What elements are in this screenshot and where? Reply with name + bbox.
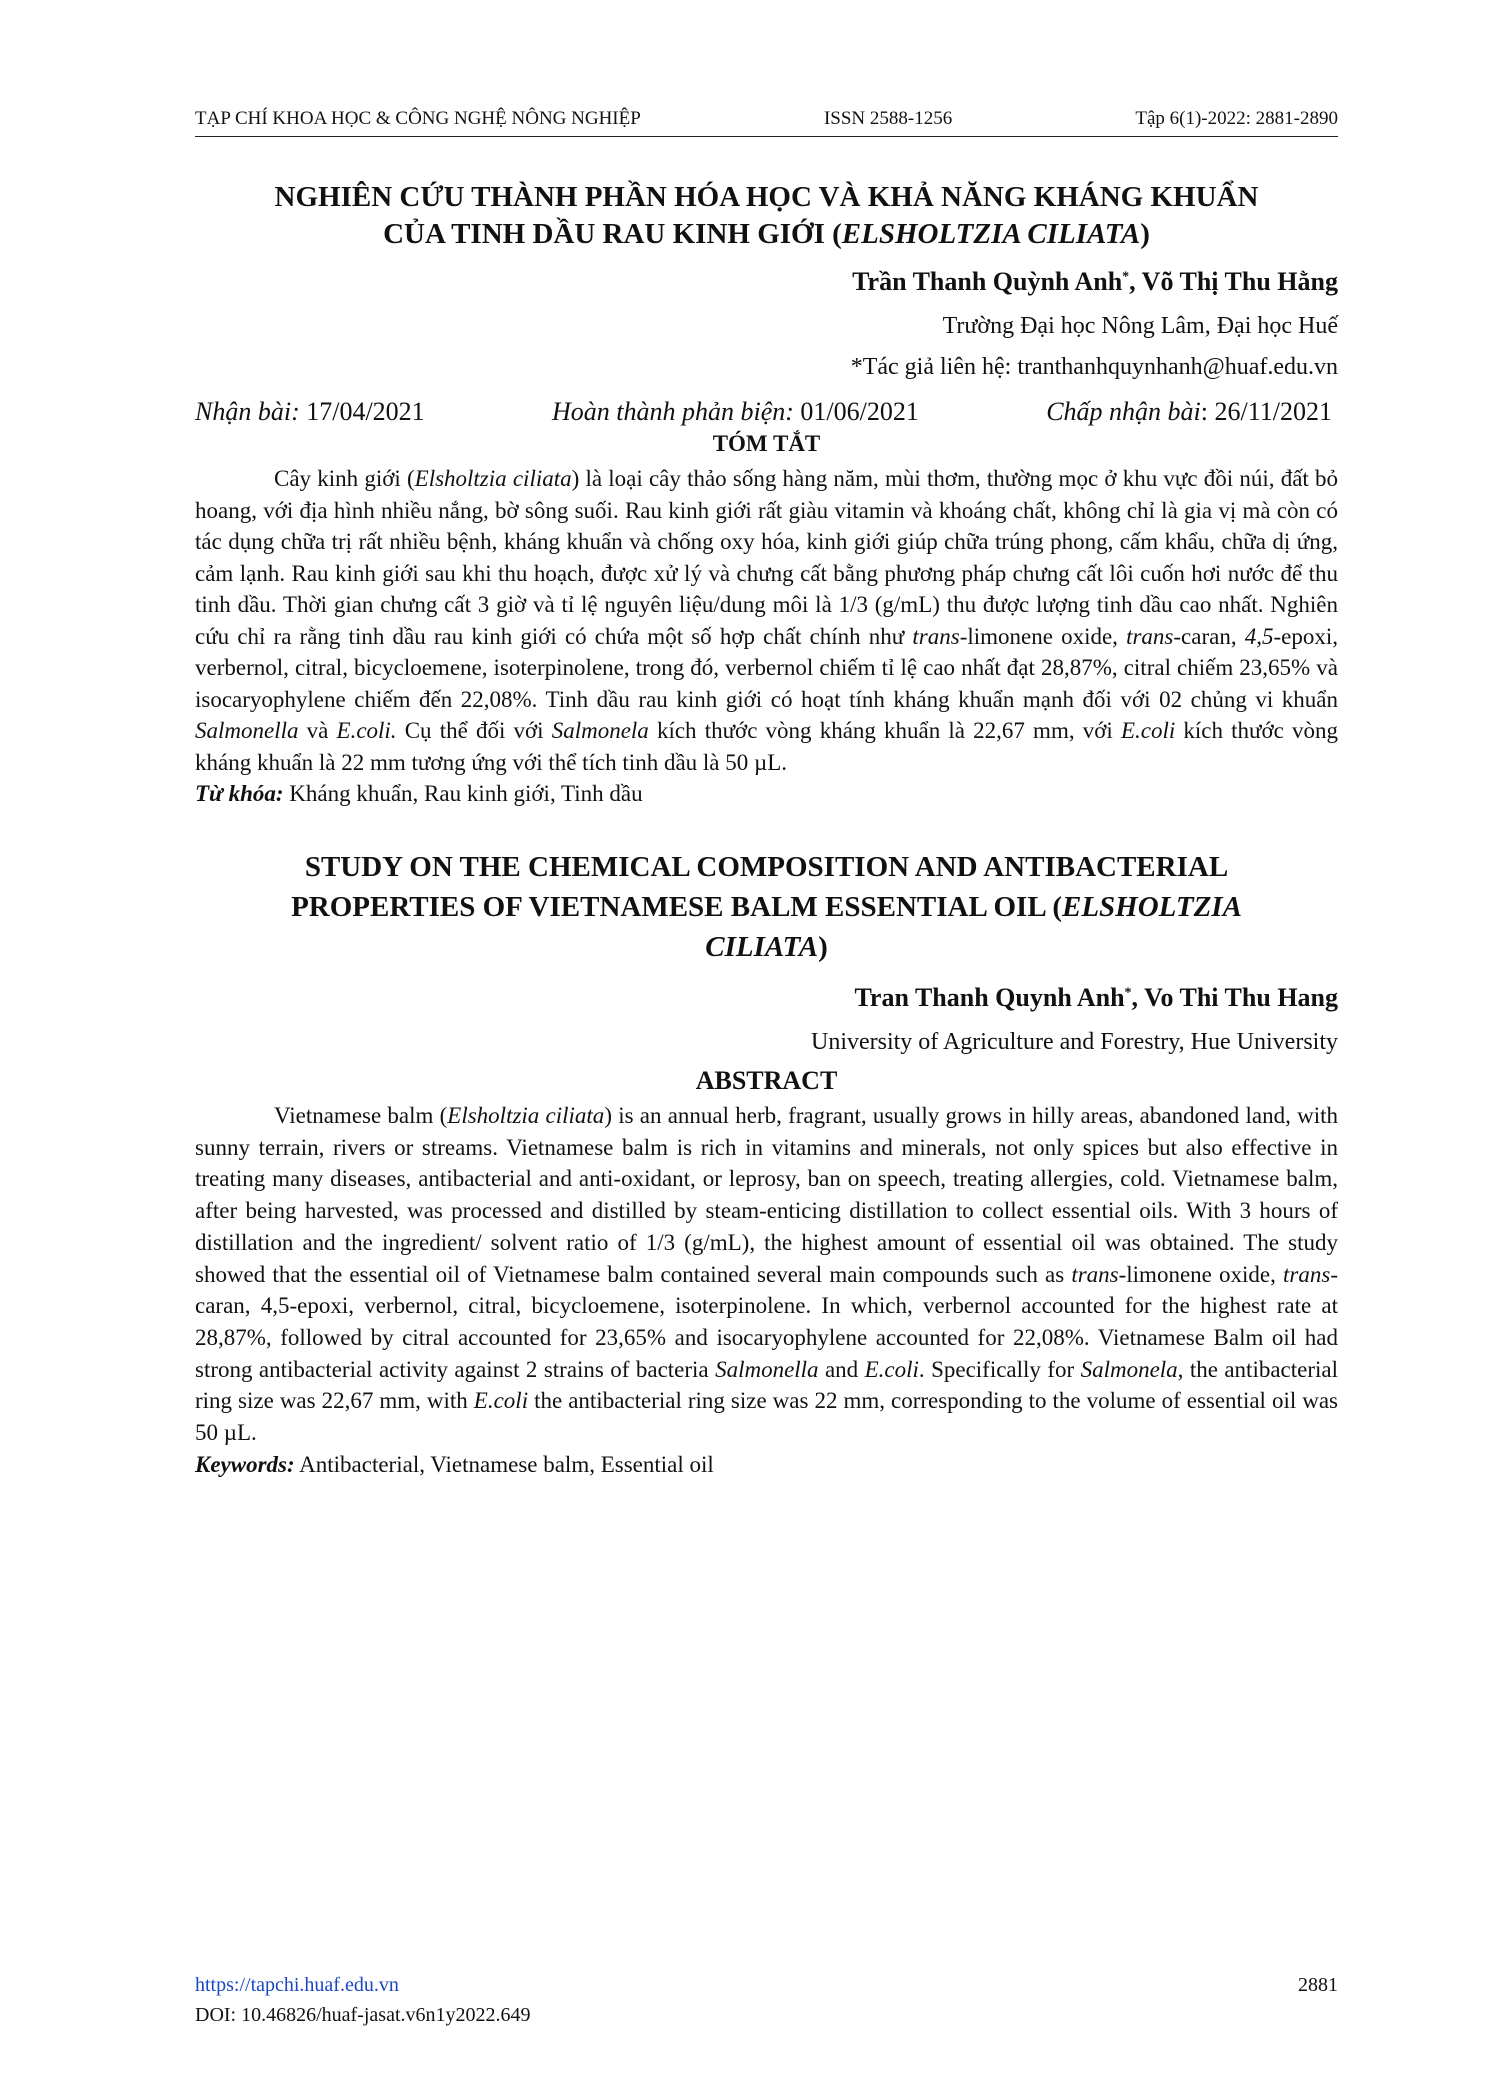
en-title-line1: STUDY ON THE CHEMICAL COMPOSITION AND ANTIBACTERIAL	[304, 851, 1229, 883]
vi-keywords	[195, 778, 1338, 809]
received-value: 17/04/2021	[299, 397, 425, 426]
vi-abstract	[195, 463, 1338, 778]
en-author-mark: *	[1124, 985, 1132, 1001]
issn: ISSN 2588-1256	[823, 108, 953, 129]
vi-authors	[195, 267, 1338, 297]
running-header	[195, 108, 1338, 137]
en-abs-ital: trans	[1071, 1261, 1119, 1287]
en-abs-ital: E.coli	[864, 1356, 919, 1382]
vi-abs-ital: Salmonella	[195, 718, 299, 743]
en-author1: Tran Thanh Quynh Anh	[854, 983, 1125, 1012]
vi-title	[195, 179, 1338, 253]
page-footer	[195, 1970, 1338, 2030]
en-abs-seg: , the antibacterial ring size was 22,67 mm, with	[195, 1356, 1338, 1414]
en-title-species: CILIATA	[705, 931, 819, 963]
en-abs-ital: Salmonela	[1080, 1356, 1178, 1382]
en-affiliation: University of Agriculture and Forestry, Hue University	[810, 1029, 1338, 1055]
journal-name: TẠP CHÍ KHOA HỌC & CÔNG NGHỆ NÔNG NGHIỆP	[195, 108, 641, 129]
journal-url-link[interactable]: https://tapchi.huaf.edu.vn	[195, 1974, 399, 1996]
en-title-genus: ELSHOLTZIA	[1061, 891, 1242, 923]
volume-pages: Tập 6(1)-2022: 2881-2890	[1135, 108, 1338, 129]
vi-abs-ital: E.coli.	[336, 718, 397, 743]
en-keywords-list: Antibacterial, Vietnamese balm, Essential oil	[294, 1451, 714, 1477]
en-keywords-label: Keywords:	[195, 1451, 295, 1477]
vi-author1: Trần Thanh Quỳnh Anh	[852, 267, 1123, 296]
vi-abs-ital: E.coli	[1120, 718, 1176, 743]
vi-abstract-heading: TÓM TẮT	[712, 431, 821, 456]
vi-abs-ital: trans	[912, 623, 960, 649]
vi-title-line2-post: )	[1140, 218, 1150, 250]
en-abs-ital: trans	[1283, 1261, 1331, 1287]
en-title-line3-post: )	[818, 931, 828, 963]
en-abs-ital: E.coli	[473, 1388, 529, 1414]
vi-keywords-label: Từ khóa:	[195, 781, 284, 806]
en-abstract-heading: ABSTRACT	[695, 1066, 838, 1095]
vi-title-line1: NGHIÊN CỨU THÀNH PHẦN HÓA HỌC VÀ KHẢ NĂNG KHÁNG KHUẨN	[274, 181, 1259, 213]
vi-abs-ital: trans	[1126, 623, 1174, 649]
article-dates	[195, 397, 1338, 427]
en-abstract	[195, 1100, 1338, 1449]
en-abs-ital: Elsholtzia ciliata	[447, 1103, 605, 1128]
accepted-label: Chấp nhận bài	[1046, 397, 1201, 426]
received-date	[195, 397, 425, 427]
vi-author2: , Võ Thị Thu Hằng	[1129, 267, 1338, 296]
accepted-date	[1046, 397, 1332, 427]
vi-title-species: ELSHOLTZIA CILIATA	[841, 218, 1141, 250]
en-abs-seg: and	[818, 1356, 865, 1382]
en-abs-ital: Salmonella	[715, 1356, 819, 1382]
en-abs-seg: ) is an annual herb, fragrant, usually grows in hilly areas, abandoned land, with sunny terrain, rivers or streams. Vietnamese balm is rich in vitamins and minerals, not only spices but also effective in treating many diseases, antibacterial and anti-oxidant, or leprosy, ban on speech, treating allergies, cold. Vietnamese balm, after being harvested, was processed and distilled by steam-enticing distillation to collect essential oils. With 3 hours of distillation and the ingredient/ solvent ratio of 1/3 (g/mL), the highest amount of essential oil was obtained. The study showed that the essential oil of Vietnamese balm contained several main compounds such as	[195, 1103, 1338, 1287]
reviewed-date	[552, 397, 919, 427]
vi-abs-seg: ) là loại cây thảo sống hàng năm, mùi thơm, thường mọc ở khu vực đồi núi, đất bỏ hoang, với địa hình nhiều nắng, bờ sông suối. Rau kinh giới rất giàu vitamin và khoáng chất, không chỉ là gia vị mà còn có tác dụng chữa trị rất nhiều bệnh, kháng khuẩn và chống oxy hóa, kinh giới giúp chữa trúng phong, cấm khẩu, chữa dị ứng, cảm lạnh. Rau kinh giới sau khi thu hoạch, được xử lý và chưng cất bằng phương pháp chưng cất lôi cuốn hơi nước để thu tinh dầu. Thời gian chưng cất 3 giờ và tỉ lệ nguyên liệu/dung môi là 1/3 (g/mL) thu được lượng tinh dầu cao nhất. Nghiên cứu chỉ ra rằng tinh dầu rau kinh giới có chứa một số hợp chất chính như	[195, 466, 1339, 649]
reviewed-value: 01/06/2021	[793, 397, 919, 426]
accepted-value: : 26/11/2021	[1200, 397, 1332, 426]
en-abs-seg: -limonene oxide,	[1118, 1261, 1284, 1287]
vi-abs-seg: -epoxi, verbernol, citral, bicycloemene, isoterpinolene, trong đó, verbernol chiếm tỉ lệ cao nhất đạt 28,87%, citral chiếm 23,65% và isocaryophylene chiếm đến 22,08%. Tinh dầu rau kinh giới có hoạt tính kháng khuẩn mạnh đối với 02 chủng vi khuẩn	[195, 623, 1338, 712]
en-title-line2-pre: PROPERTIES OF VIETNAMESE BALM ESSENTIAL OIL (	[291, 891, 1062, 923]
vi-abs-seg: Cây kinh giới (	[274, 466, 415, 491]
vi-abs-seg: và	[298, 718, 337, 743]
vi-title-line2-pre: CỦA TINH DẦU RAU KINH GIỚI (	[383, 218, 842, 250]
reviewed-label: Hoàn thành phản biện:	[552, 397, 794, 426]
en-abs-seg: -caran, 4,5-epoxi, verbernol, citral, bicycloemene, isoterpinolene. In which, verbernol accounted for the highest rate at 28,87%, followed by citral accounted for 23,65% and isocaryophylene accounted for 22,08%. Vietnamese Balm oil had strong antibacterial activity against 2 strains of bacteria	[195, 1261, 1338, 1382]
vi-affiliation: Trường Đại học Nông Lâm, Đại học Huế	[942, 313, 1338, 339]
vi-abs-seg: -caran,	[1173, 623, 1245, 649]
vi-keywords-list: Kháng khuẩn, Rau kinh giới, Tinh dầu	[283, 781, 643, 806]
vi-abs-seg: kích thước vòng kháng khuẩn là 22,67 mm, với	[648, 718, 1121, 743]
en-abs-seg: . Specifically for	[918, 1356, 1081, 1382]
vi-abs-seg: kích thước vòng kháng khuẩn là 22 mm tương ứng với thể tích tinh dầu là 50 µL.	[195, 718, 1338, 775]
article-page	[195, 108, 1338, 1480]
en-abs-seg: Vietnamese balm (	[274, 1103, 448, 1128]
vi-abs-ital: 4,5	[1244, 623, 1274, 649]
page-number: 2881	[1298, 1974, 1338, 1996]
vi-author-mark: *	[1122, 269, 1130, 285]
vi-abs-seg: Cụ thể đối với	[396, 718, 552, 743]
en-abs-seg: the antibacterial ring size was 22 mm, corresponding to the volume of essential oil was 50 µL.	[195, 1388, 1338, 1446]
vi-abs-seg: -limonene oxide,	[959, 623, 1127, 649]
vi-abs-ital: Elsholtzia ciliata	[414, 466, 572, 491]
vi-abs-ital: Salmonela	[551, 718, 649, 743]
en-authors	[195, 983, 1338, 1013]
corresponding-author: *Tác giả liên hệ: tranthanhquynhanh@huaf.edu.vn	[850, 354, 1338, 380]
en-author2: , Vo Thi Thu Hang	[1131, 983, 1338, 1012]
en-title	[195, 847, 1338, 967]
doi: DOI: 10.46826/huaf-jasat.v6n1y2022.649	[195, 2004, 531, 2026]
en-keywords	[195, 1449, 1338, 1480]
received-label: Nhận bài:	[195, 397, 300, 426]
